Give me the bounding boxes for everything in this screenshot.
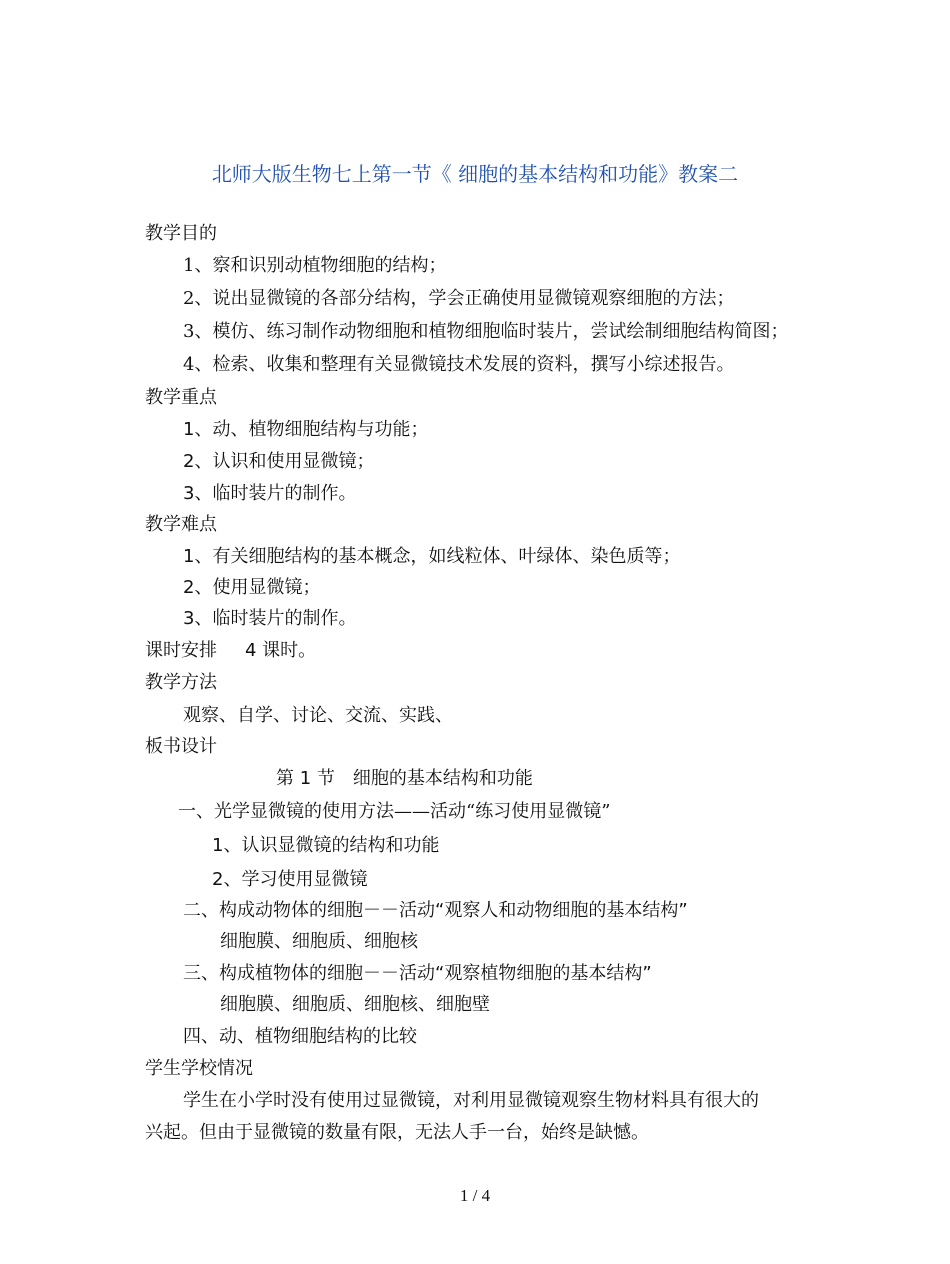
methods-heading: 教学方法	[145, 672, 217, 693]
difficulty-item: 1、有关细胞结构的基本概念，如线粒体、叶绿体、染色质等；	[183, 546, 681, 567]
difficulties-heading: 教学难点	[145, 514, 217, 535]
key-points-heading: 教学重点	[145, 387, 217, 408]
board-section-3-item: 细胞膜、细胞质、细胞核、细胞壁	[220, 994, 490, 1015]
objective-item: 4、检索、收集和整理有关显微镜技术发展的资料，撰写小综述报告。	[183, 354, 735, 375]
board-section-4: 四、动、植物细胞结构的比较	[183, 1026, 417, 1047]
objectives-heading: 教学目的	[145, 223, 217, 244]
difficulty-item: 3、临时装片的制作。	[183, 608, 357, 629]
key-point-item: 3、临时装片的制作。	[183, 483, 357, 504]
board-section-1-item: 2、学习使用显微镜	[212, 869, 368, 890]
key-point-item: 2、认识和使用显微镜；	[183, 451, 375, 472]
students-heading: 学生学校情况	[145, 1058, 253, 1079]
objective-item: 1、察和识别动植物细胞的结构；	[183, 255, 447, 276]
schedule-line	[145, 639, 316, 663]
schedule-value: 4 课时。	[245, 640, 317, 661]
board-section-2: 二、构成动物体的细胞－－活动“观察人和动物细胞的基本结构”	[183, 900, 688, 921]
difficulty-item: 2、使用显微镜；	[183, 577, 321, 598]
objective-item: 2、说出显微镜的各部分结构，学会正确使用显微镜观察细胞的方法；	[183, 288, 735, 309]
board-section-1-item: 1、认识显微镜的结构和功能	[212, 835, 440, 856]
objective-item: 3、模仿、练习制作动物细胞和植物细胞临时装片，尝试绘制细胞结构简图；	[183, 321, 789, 342]
board-section-2-item: 细胞膜、细胞质、细胞核	[220, 931, 418, 952]
board-heading: 板书设计	[145, 736, 217, 757]
students-text-line-1: 学生在小学时没有使用过显微镜，对利用显微镜观察生物材料具有很大的	[183, 1090, 759, 1111]
key-point-item: 1、动、植物细胞结构与功能；	[183, 419, 429, 440]
page-number: 1 / 4	[459, 1186, 491, 1205]
board-title: 第 1 节 细胞的基本结构和功能	[276, 768, 533, 789]
schedule-label: 课时安排	[145, 640, 217, 661]
students-text-line-2: 兴起。但由于显微镜的数量有限，无法人手一台，始终是缺憾。	[145, 1122, 649, 1143]
methods-text: 观察、自学、讨论、交流、实践、	[183, 705, 453, 726]
board-section-1: 一、光学显微镜的使用方法——活动“练习使用显微镜”	[178, 801, 611, 822]
board-section-3: 三、构成植物体的细胞－－活动“观察植物细胞的基本结构”	[183, 963, 652, 984]
document-title: 北师大版生物七上第一节《 细胞的基本结构和功能》教案二	[211, 162, 739, 186]
